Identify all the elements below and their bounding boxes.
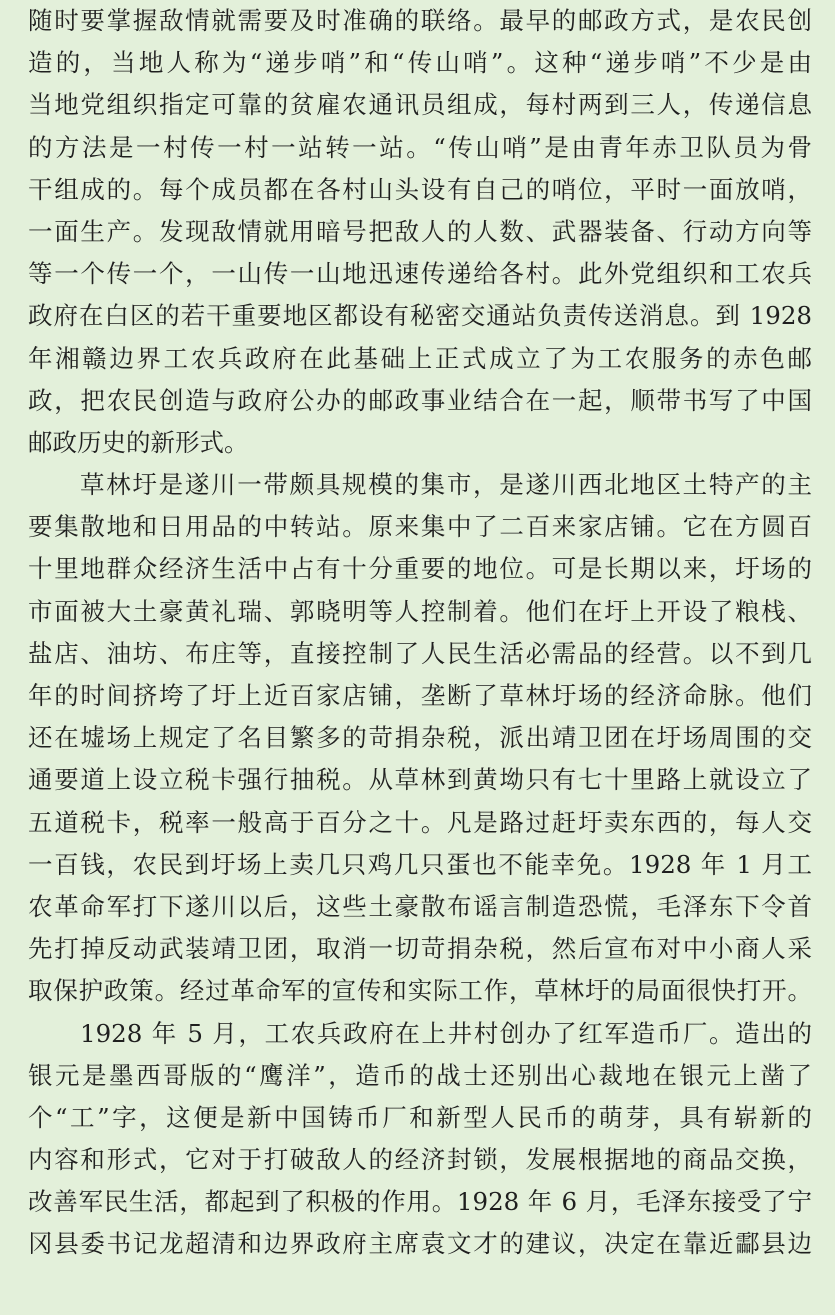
text-line: 造的，当地人称为“递步哨”和“传山哨”。这种“递步哨”不少是由 [28,48,812,78]
text-line: 市面被大土豪黄礼瑞、郭晓明等人控制着。他们在圩上开设了粮栈、 [28,596,812,626]
body-text [28,0,812,1266]
text-line: 十里地群众经济生活中占有十分重要的地位。可是长期以来，圩场的 [28,554,812,584]
text-line: 干组成的。每个成员都在各村山头设有自己的哨位，平时一面放哨， [28,174,812,204]
text-line: 政，把农民创造与政府公办的邮政事业结合在一起，顺带书写了中国 [28,385,812,415]
text-line: 邮政历史的新形式。 [28,427,249,457]
text-line: 个“工”字，这便是新中国铸币厂和新型人民币的萌芽，具有崭新的 [28,1102,812,1132]
text-line: 取保护政策。经过革命军的宣传和实际工作，草林圩的局面很快打开。 [28,976,812,1006]
text-line: 内容和形式，它对于打破敌人的经济封锁，发展根据地的商品交换， [28,1145,812,1175]
text-line: 冈县委书记龙超清和边界政府主席袁文才的建议，决定在靠近酃县边 [28,1229,812,1259]
text-line: 农革命军打下遂川以后，这些土豪散布谣言制造恐慌，毛泽东下令首 [28,891,812,921]
text-line: 先打掉反动武装靖卫团，取消一切苛捐杂税，然后宣布对中小商人采 [28,934,812,964]
text-line: 的方法是一村传一村一站转一站。“传山哨”是由青年赤卫队员为骨 [28,132,812,162]
text-line: 五道税卡，税率一般高于百分之十。凡是路过赶圩卖东西的，每人交 [28,807,812,837]
text-line: 草林圩是遂川一带颇具规模的集市，是遂川西北地区土特产的主 [80,470,812,500]
text-line: 等一个传一个，一山传一山地迅速传递给各村。此外党组织和工农兵 [28,259,812,289]
text-line: 一百钱，农民到圩场上卖几只鸡几只蛋也不能幸免。1928 年 1 月工 [28,849,812,879]
text-line: 银元是墨西哥版的“鹰洋”，造币的战士还别出心裁地在银元上凿了 [28,1060,812,1090]
text-line: 改善军民生活，都起到了积极的作用。1928 年 6 月，毛泽东接受了宁 [28,1187,812,1217]
text-line: 还在墟场上规定了名目繁多的苛捐杂税，派出靖卫团在圩场周围的交 [28,723,812,753]
text-line: 1928 年 5 月，工农兵政府在上井村创办了红军造币厂。造出的 [80,1018,812,1048]
text-line: 通要道上设立税卡强行抽税。从草林到黄坳只有七十里路上就设立了 [28,765,812,795]
text-line: 一面生产。发现敌情就用暗号把敌人的人数、武器装备、行动方向等 [28,216,812,246]
text-line: 年的时间挤垮了圩上近百家店铺，垄断了草林圩场的经济命脉。他们 [28,681,812,710]
text-line: 当地党组织指定可靠的贫雇农通讯员组成，每村两到三人，传递信息 [28,90,812,120]
text-line: 盐店、油坊、布庄等，直接控制了人民生活必需品的经营。以不到几 [28,638,812,668]
text-line: 随时要掌握敌情就需要及时准确的联络。最早的邮政方式，是农民创 [28,6,812,35]
text-line: 年湘赣边界工农兵政府在此基础上正式成立了为工农服务的赤色邮 [28,343,812,373]
text-line: 要集散地和日用品的中转站。原来集中了二百来家店铺。它在方圆百 [28,512,812,542]
text-line: 政府在白区的若干重要地区都设有秘密交通站负责传送消息。到 1928 [28,301,812,331]
